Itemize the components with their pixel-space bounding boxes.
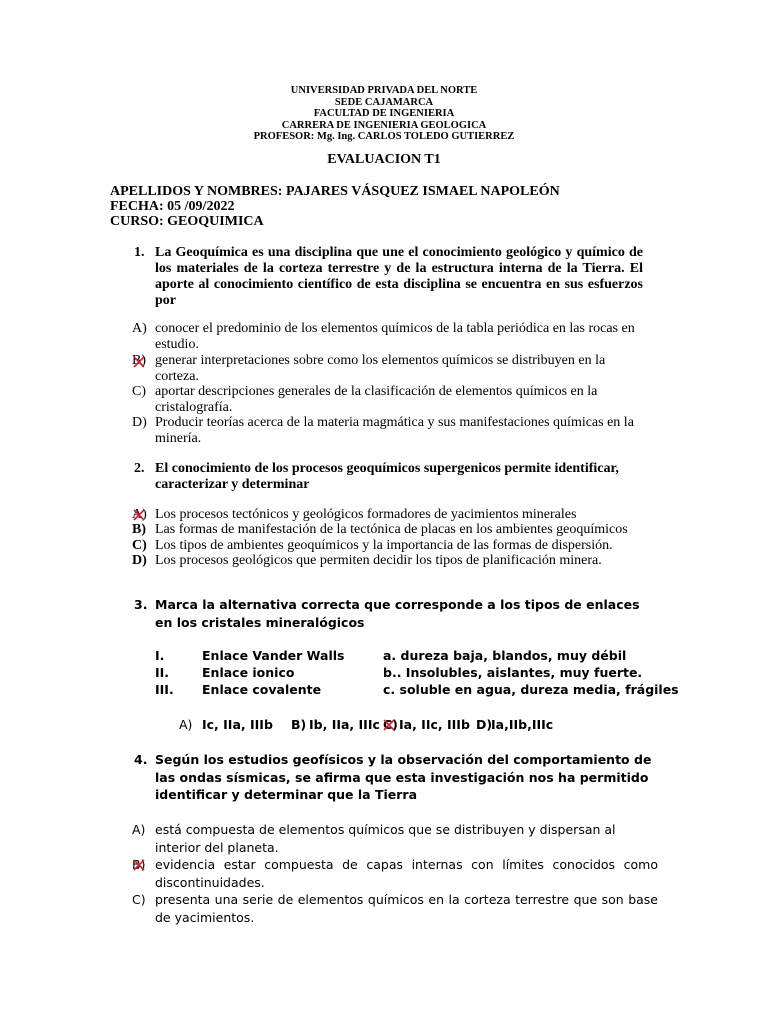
q2-text: El conocimiento de los procesos geoquímicos supergenicos permite identificar, caracterizar y determinar bbox=[155, 461, 619, 492]
q3-row-1-number: I. bbox=[155, 648, 165, 663]
student-name-value: PAJARES VÁSQUEZ ISMAEL NAPOLEÓN bbox=[286, 184, 560, 199]
q1-option-c-text: aportar descripciones generales de la clasificación de elementos químicos en la cristalografía. bbox=[155, 384, 598, 415]
q4-option-b-text: evidencia estar compuesta de capas internas con límites conocidos como discontinuidades. bbox=[155, 857, 658, 890]
q3-answer-b-letter: B) bbox=[291, 717, 307, 732]
q1-number: 1. bbox=[134, 245, 145, 260]
answer-mark-icon bbox=[132, 508, 146, 522]
q3-row-1-bond: Enlace Vander Walls bbox=[202, 648, 345, 663]
q2-option-d-letter: D) bbox=[132, 553, 147, 568]
q2-option-d-text: Los procesos geológicos que permiten decidir los tipos de planificación minera. bbox=[155, 553, 602, 568]
career-name: CARRERA DE INGENIERIA GEOLOGICA bbox=[281, 119, 487, 131]
answer-mark-icon bbox=[382, 718, 396, 732]
faculty-name: FACULTAD DE INGENIERIA bbox=[313, 108, 455, 119]
q3-row-2-property: b.. Insolubles, aislantes, muy fuerte. bbox=[383, 665, 643, 680]
q1-text: La Geoquímica es una disciplina que une el conocimiento geológico y químico de los materiales de la corteza terrestre y de la estructura interna de la Tierra. El aporte al conocimiento científico de esta disciplina se encuentra en sus esfuerzos por bbox=[155, 245, 643, 308]
q3-answer-a-letter: A) bbox=[179, 717, 193, 732]
q4-option-c-letter: C) bbox=[132, 892, 146, 907]
q1-option-d-letter: D) bbox=[132, 415, 147, 430]
q3-row-1-property: a. dureza baja, blandos, muy débil bbox=[383, 648, 627, 663]
professor-name: PROFESOR: Mg. Ing. CARLOS TOLEDO GUTIERREZ bbox=[253, 131, 515, 142]
q2-option-b-text: Las formas de manifestación de la tectónica de placas en los ambientes geoquímicos bbox=[155, 522, 628, 537]
q3-row-3-bond: Enlace covalente bbox=[202, 682, 322, 697]
q2-number: 2. bbox=[134, 461, 145, 476]
student-name-row bbox=[110, 184, 560, 200]
q3-row-3-number: III. bbox=[155, 682, 174, 697]
answer-mark-icon bbox=[132, 858, 146, 872]
q1-option-a-letter: A) bbox=[132, 321, 147, 336]
q4-option-c-text: presenta una serie de elementos químicos en la corteza terrestre que son base de yacimientos. bbox=[155, 892, 658, 925]
course-name: CURSO: GEOQUIMICA bbox=[110, 214, 264, 229]
q1-option-b-letter: B) bbox=[132, 353, 146, 368]
exam-date: FECHA: 05 /09/2022 bbox=[110, 199, 235, 214]
q4-number: 4. bbox=[134, 752, 148, 767]
q3-text: Marca la alternativa correcta que corresponde a los tipos de enlaces en los cristales mineralógicos bbox=[155, 597, 640, 630]
q1-option-b-text: generar interpretaciones sobre como los elementos químicos se distribuyen en la corteza. bbox=[155, 353, 606, 384]
q2-option-a-letter: A) bbox=[132, 507, 147, 522]
q2-option-c-text: Los tipos de ambientes geoquímicos y la importancia de las formas de dispersión. bbox=[155, 538, 613, 553]
q2-option-b-letter: B) bbox=[132, 522, 146, 537]
university-name: UNIVERSIDAD PRIVADA DEL NORTE bbox=[290, 85, 478, 96]
q3-answer-d-letter: D) bbox=[476, 717, 493, 732]
q3-answer-c-text: Ia, IIc, IIIb bbox=[399, 717, 470, 732]
q3-answer-b-text: Ib, IIa, IIIc bbox=[309, 717, 380, 732]
q4-option-a-letter: A) bbox=[132, 822, 146, 837]
q3-answer-a-text: Ic, IIa, IIIb bbox=[202, 717, 273, 732]
q4-option-b-letter: B) bbox=[132, 857, 146, 872]
q3-answer-c-letter: C) bbox=[383, 717, 398, 732]
q3-number: 3. bbox=[134, 597, 148, 612]
q2-option-c-letter: C) bbox=[132, 538, 147, 553]
q4-option-a-text: está compuesta de elementos químicos que se distribuyen y dispersan al interior del planeta. bbox=[155, 822, 616, 855]
q1-option-a-text: conocer el predominio de los elementos químicos de la tabla periódica en las rocas en estudio. bbox=[155, 321, 635, 352]
q4-text: Según los estudios geofísicos y la observación del comportamiento de las ondas sísmicas, se afirma que esta investigación nos ha permitido identificar y determinar que la Tierra bbox=[155, 752, 652, 802]
q3-answer-d-text: Ia,IIb,IIIc bbox=[491, 717, 554, 732]
q2-option-a-text: Los procesos tectónicos y geológicos formadores de yacimientos minerales bbox=[155, 507, 577, 522]
q3-row-2-bond: Enlace ionico bbox=[202, 665, 295, 680]
q3-row-2-number: II. bbox=[155, 665, 170, 680]
q3-row-3-property: c. soluble en agua, dureza media, frágiles bbox=[383, 682, 679, 697]
q1-option-c-letter: C) bbox=[132, 384, 146, 399]
student-name-label: APELLIDOS Y NOMBRES: bbox=[110, 184, 283, 199]
exam-title: EVALUACION T1 bbox=[327, 152, 441, 167]
campus-name: SEDE CAJAMARCA bbox=[334, 96, 434, 108]
q1-option-d-text: Producir teorías acerca de la materia magmática y sus manifestaciones químicas en la minería. bbox=[155, 415, 634, 446]
answer-mark-icon bbox=[132, 355, 146, 369]
